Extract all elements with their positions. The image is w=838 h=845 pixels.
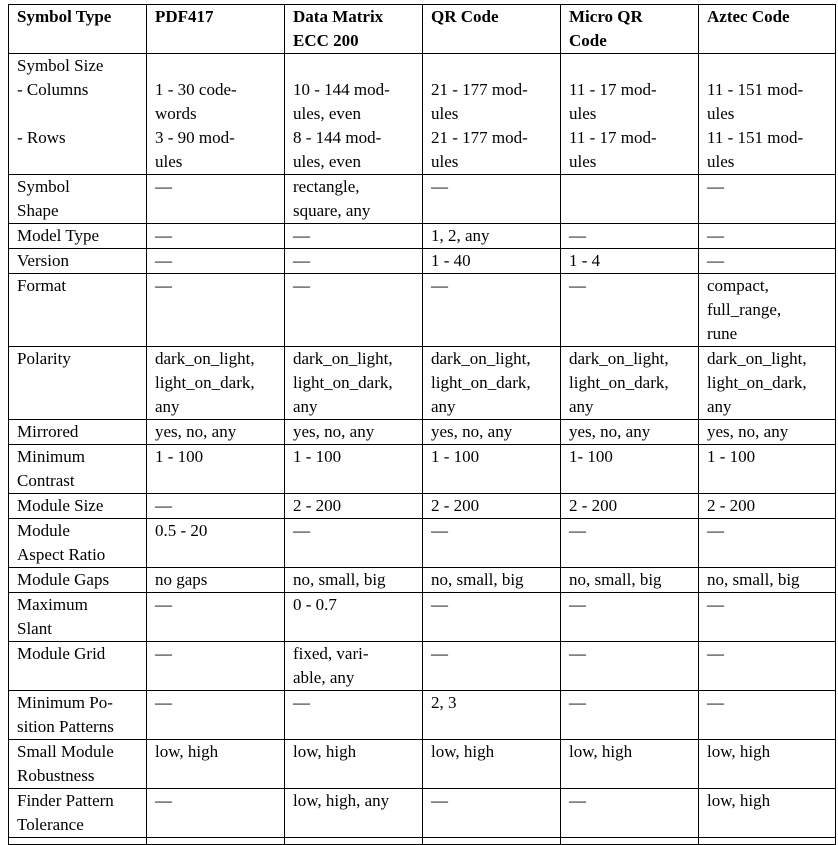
cell-qr-code: — [423,274,561,347]
header-qr-code: QR Code [423,5,561,54]
barcode-parameter-table [8,4,836,845]
cell-qr-code: — [423,519,561,568]
cell-symbol-type: Module Grid [9,642,147,691]
cell-qr-code: — [423,789,561,838]
table-body [9,54,836,845]
cell-aztec-code: — [699,691,836,740]
cell-symbol-type: Model Type [9,224,147,249]
cell-pdf417: no gaps [147,568,285,593]
cell-qr-code: no, small, big [423,568,561,593]
cell-micro-qr [561,175,699,224]
cell-aztec-code: — [699,593,836,642]
cell-symbol-type: Minimum Contrast [9,445,147,494]
header-micro-qr: Micro QR Code [561,5,699,54]
cell-data-matrix: rectangle, square, any [285,175,423,224]
cell-data-matrix: dark_on_light, light_on_dark, any [285,347,423,420]
cell-qr-code: — [423,593,561,642]
cell-data-matrix: no, small, big [285,568,423,593]
cell-data-matrix: — [285,691,423,740]
table-row [9,568,836,593]
cell-qr-code: 21 - 177 mod- ules 21 - 177 mod- ules [423,54,561,175]
cell-pdf417: — [147,593,285,642]
table-row [9,593,836,642]
cell-micro-qr: — [561,224,699,249]
cell-aztec-code: 11 - 151 mod- ules 11 - 151 mod- ules [699,54,836,175]
cell-qr-code: — [423,642,561,691]
cell-qr-code: dark_on_light, light_on_dark, any [423,347,561,420]
cell-pdf417: dark_on_light, light_on_dark, any [147,347,285,420]
cell-data-matrix: 0 - 0.7 [285,593,423,642]
cell-aztec-code: low, high [699,789,836,838]
table-row [9,519,836,568]
cell-aztec-code: 1 - 100 [699,445,836,494]
cell-qr-code: — [423,175,561,224]
cell-aztec-code: — [699,519,836,568]
cell-symbol-type: Polarity [9,347,147,420]
cell-data-matrix: low, high [285,740,423,789]
cell-pdf417: — [147,642,285,691]
cell-micro-qr: 2 - 200 [561,494,699,519]
cell-pdf417: yes, no, any [147,420,285,445]
cell-aztec-code: low, high [699,740,836,789]
cell-pdf417: — [147,175,285,224]
table-row [9,691,836,740]
cell-micro-qr: 11 - 17 mod- ules 11 - 17 mod- ules [561,54,699,175]
cell-pdf417: — [147,691,285,740]
cell-micro-qr: — [561,642,699,691]
table-row [9,494,836,519]
cell-data-matrix: low, high, any [285,789,423,838]
header-data-matrix: Data Matrix ECC 200 [285,5,423,54]
cell-symbol-type: Symbol Shape [9,175,147,224]
cell-qr-code: 1 - 100 [423,445,561,494]
cell-data-matrix: — [285,249,423,274]
header-pdf417: PDF417 [147,5,285,54]
cell-aztec-code: — [699,642,836,691]
cell-symbol-type: Finder Pattern Tolerance [9,789,147,838]
cell-qr-code: 2 - 200 [423,494,561,519]
cell-pdf417: 1 - 100 [147,445,285,494]
cell-pdf417: — [147,224,285,249]
header-aztec-code: Aztec Code [699,5,836,54]
table-row [9,420,836,445]
cell-micro-qr: — [561,691,699,740]
cell-qr-code: 1, 2, any [423,224,561,249]
cell-qr-code: low, high [423,740,561,789]
cell-pdf417: — [147,789,285,838]
cell-data-matrix: — [285,274,423,347]
cell-qr-code: 2, 3 [423,691,561,740]
cell-aztec-code: dark_on_light, light_on_dark, any [699,347,836,420]
table-row [9,642,836,691]
cell-pdf417: — [147,494,285,519]
table-row [9,249,836,274]
table-row [9,740,836,789]
cell-pdf417: low, high [147,740,285,789]
cell-micro-qr: — [561,593,699,642]
cell-aztec-code: — [699,175,836,224]
cell-micro-qr: — [561,519,699,568]
table-row [9,54,836,175]
cell-aztec-code: no, small, big [699,568,836,593]
cell-symbol-type: Minimum Po- sition Patterns [9,691,147,740]
cell-micro-qr: dark_on_light, light_on_dark, any [561,347,699,420]
cell-data-matrix: — [285,224,423,249]
cell-symbol-type: Mirrored [9,420,147,445]
cell-micro-qr: yes, no, any [561,420,699,445]
header-symbol-type: Symbol Type [9,5,147,54]
cell-micro-qr: — [561,789,699,838]
cell-micro-qr: no, small, big [561,568,699,593]
cell-data-matrix: fixed, vari- able, any [285,642,423,691]
cell-micro-qr: 1- 100 [561,445,699,494]
cell-symbol-type: Version [9,249,147,274]
cell-micro-qr: 1 - 4 [561,249,699,274]
cell-pdf417: 0.5 - 20 [147,519,285,568]
cell-data-matrix: — [285,519,423,568]
cell-aztec-code: — [699,224,836,249]
cell-symbol-type: Maximum Slant [9,593,147,642]
cell-pdf417: 1 - 30 code- words 3 - 90 mod- ules [147,54,285,175]
cell-micro-qr: — [561,274,699,347]
cell-pdf417: — [147,249,285,274]
table-row [9,224,836,249]
cell-aztec-code: — [699,249,836,274]
cell-aztec-code: yes, no, any [699,420,836,445]
table-row [9,789,836,838]
cell-aztec-code: compact, full_range, rune [699,274,836,347]
cell-qr-code: yes, no, any [423,420,561,445]
cell-data-matrix: yes, no, any [285,420,423,445]
cell-symbol-type: Symbol Size - Columns - Rows [9,54,147,175]
cell-data-matrix: 1 - 100 [285,445,423,494]
table-row [9,175,836,224]
cell-symbol-type: Module Size [9,494,147,519]
header-row [9,5,836,54]
table-row [9,445,836,494]
cell-aztec-code: 2 - 200 [699,494,836,519]
cell-symbol-type: Small Module Robustness [9,740,147,789]
cell-symbol-type: Module Aspect Ratio [9,519,147,568]
cell-pdf417: — [147,274,285,347]
cell-symbol-type: Format [9,274,147,347]
table-row [9,274,836,347]
cell-micro-qr: low, high [561,740,699,789]
cell-symbol-type: Module Gaps [9,568,147,593]
cell-data-matrix: 10 - 144 mod- ules, even 8 - 144 mod- ules, even [285,54,423,175]
cell-qr-code: 1 - 40 [423,249,561,274]
cell-data-matrix: 2 - 200 [285,494,423,519]
table-row [9,347,836,420]
